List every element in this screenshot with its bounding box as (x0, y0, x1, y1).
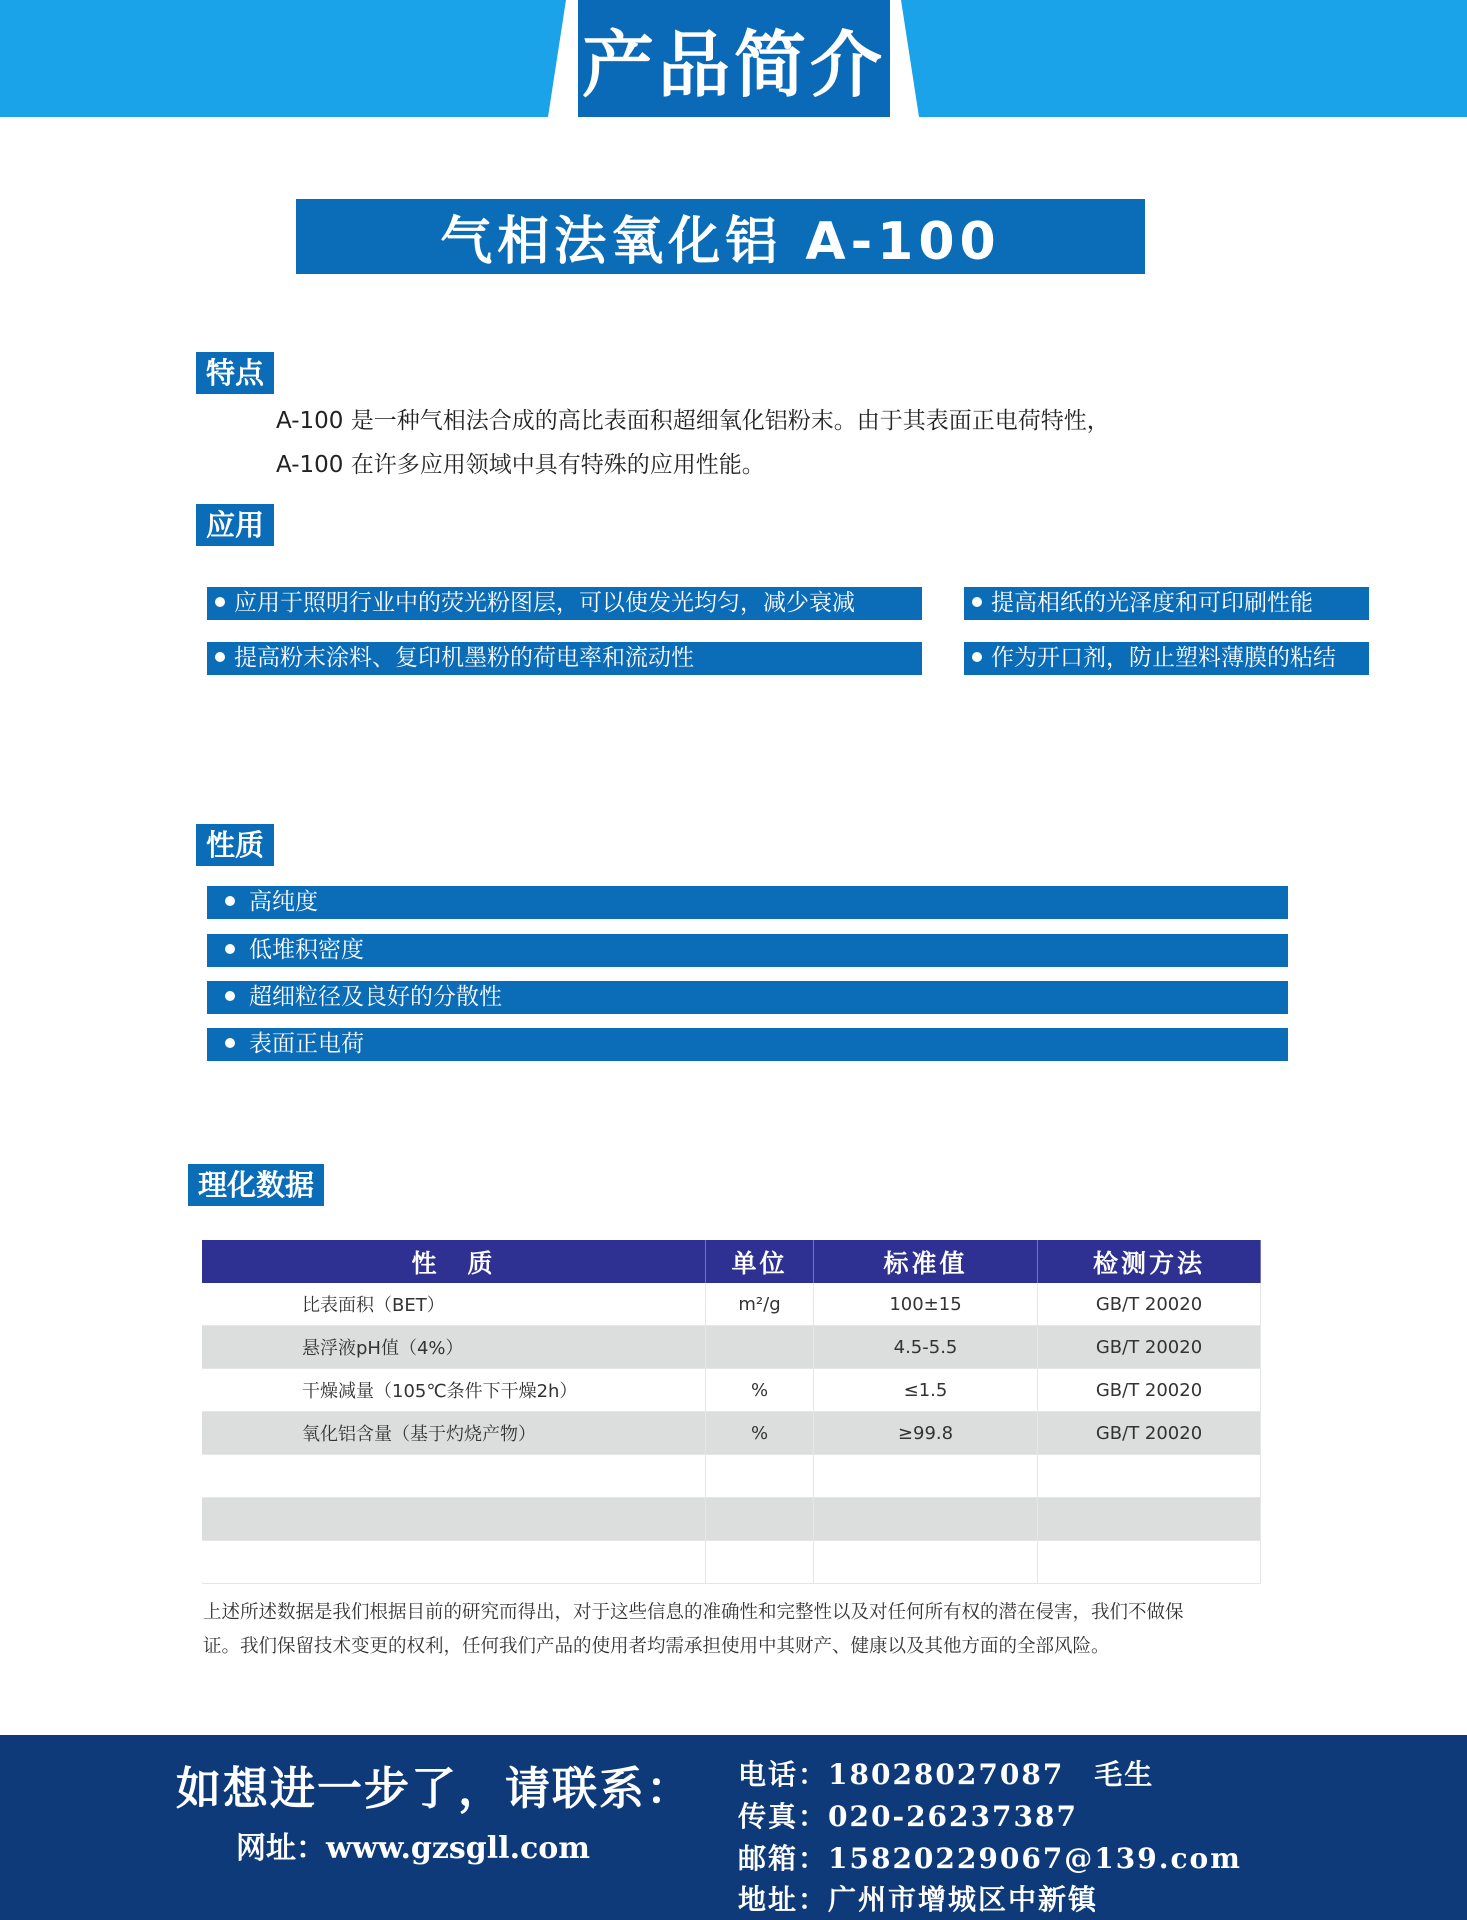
cell-value: 100±15 (814, 1283, 1038, 1326)
bullet-icon (225, 896, 235, 906)
cell-unit: m²/g (706, 1283, 814, 1326)
contact-fax: 传真：020-26237387 (738, 1800, 1078, 1833)
header-standard-value: 标准值 (814, 1240, 1038, 1283)
website: 网址：www.gzsgll.com (236, 1831, 591, 1866)
contact-cta: 如想进一步了，请联系： (176, 1762, 694, 1815)
application-item: 提高粉末涂料、复印机墨粉的荷电率和流动性 (207, 642, 922, 675)
table-row (202, 1283, 1261, 1326)
bullet-icon (972, 597, 982, 607)
disclaimer (203, 1596, 1263, 1664)
contact-email: 邮箱：15820229067@139.com (738, 1842, 1242, 1875)
bullet-icon (972, 652, 982, 662)
property-item: 表面正电荷 (207, 1028, 1288, 1061)
header-test-method: 检测方法 (1038, 1240, 1261, 1283)
cell-value: ≤1.5 (814, 1369, 1038, 1412)
contact-phone: 电话：18028027087 毛生 (738, 1758, 1155, 1791)
features-line-1: A-100 是一种气相法合成的高比表面积超细氧化铝粉末。由于其表面正电荷特性， (276, 408, 1110, 434)
bullet-icon (225, 1038, 235, 1048)
table-row-empty (202, 1498, 1261, 1541)
table-row-empty (202, 1455, 1261, 1498)
cell-value: ≥99.8 (814, 1412, 1038, 1455)
bullet-icon (225, 944, 235, 954)
table-row (202, 1369, 1261, 1412)
section-label-features: 特点 (196, 352, 274, 394)
cell-unit: % (706, 1412, 814, 1455)
cell-unit (706, 1326, 814, 1369)
cell-property: 比表面积（BET） (202, 1283, 706, 1326)
cell-method: GB/T 20020 (1038, 1326, 1261, 1369)
header-unit: 单位 (706, 1240, 814, 1283)
banner-tab (578, 0, 890, 117)
bullet-icon (225, 991, 235, 1001)
header-property: 性 质 (202, 1240, 706, 1283)
table-header (202, 1240, 1261, 1283)
table-row (202, 1326, 1261, 1369)
property-item: 高纯度 (207, 886, 1288, 919)
cell-unit: % (706, 1369, 814, 1412)
section-label-properties: 性质 (196, 824, 274, 866)
application-item: 作为开口剂，防止塑料薄膜的粘结 (964, 642, 1369, 675)
product-title: 气相法氧化铝 A-100 (440, 212, 1001, 272)
cell-method: GB/T 20020 (1038, 1412, 1261, 1455)
property-item: 低堆积密度 (207, 934, 1288, 967)
cell-method: GB/T 20020 (1038, 1369, 1261, 1412)
contact-address: 地址：广州市增城区中新镇 (738, 1883, 1099, 1916)
banner-title: 产品简介 (581, 21, 886, 107)
disclaimer-line-1: 上述所述数据是我们根据目前的研究而得出，对于这些信息的准确性和完整性以及对任何所有权的潜在侵害，我们不做保 (203, 1602, 1184, 1623)
property-item: 超细粒径及良好的分散性 (207, 981, 1288, 1014)
section-label-data: 理化数据 (188, 1164, 324, 1206)
application-item: 应用于照明行业中的荧光粉图层，可以使发光均匀，减少衰减 (207, 587, 922, 620)
table-row-empty (202, 1541, 1261, 1584)
cell-property: 干燥减量（105℃条件下干燥2h） (202, 1369, 706, 1412)
bullet-icon (215, 597, 225, 607)
bullet-icon (215, 652, 225, 662)
data-table (202, 1240, 1261, 1584)
disclaimer-line-2: 证。我们保留技术变更的权利，任何我们产品的使用者均需承担使用中其财产、健康以及其他方面的全部风险。 (203, 1636, 1110, 1657)
table-row (202, 1412, 1261, 1455)
section-label-applications: 应用 (196, 504, 274, 546)
cell-value: 4.5-5.5 (814, 1326, 1038, 1369)
product-title-bar (296, 199, 1145, 274)
cell-method: GB/T 20020 (1038, 1283, 1261, 1326)
cell-property: 氧化铝含量（基于灼烧产物） (202, 1412, 706, 1455)
application-item: 提高相纸的光泽度和可印刷性能 (964, 587, 1369, 620)
features-line-2: A-100 在许多应用领域中具有特殊的应用性能。 (276, 452, 765, 478)
cell-property: 悬浮液pH值（4%） (202, 1326, 706, 1369)
